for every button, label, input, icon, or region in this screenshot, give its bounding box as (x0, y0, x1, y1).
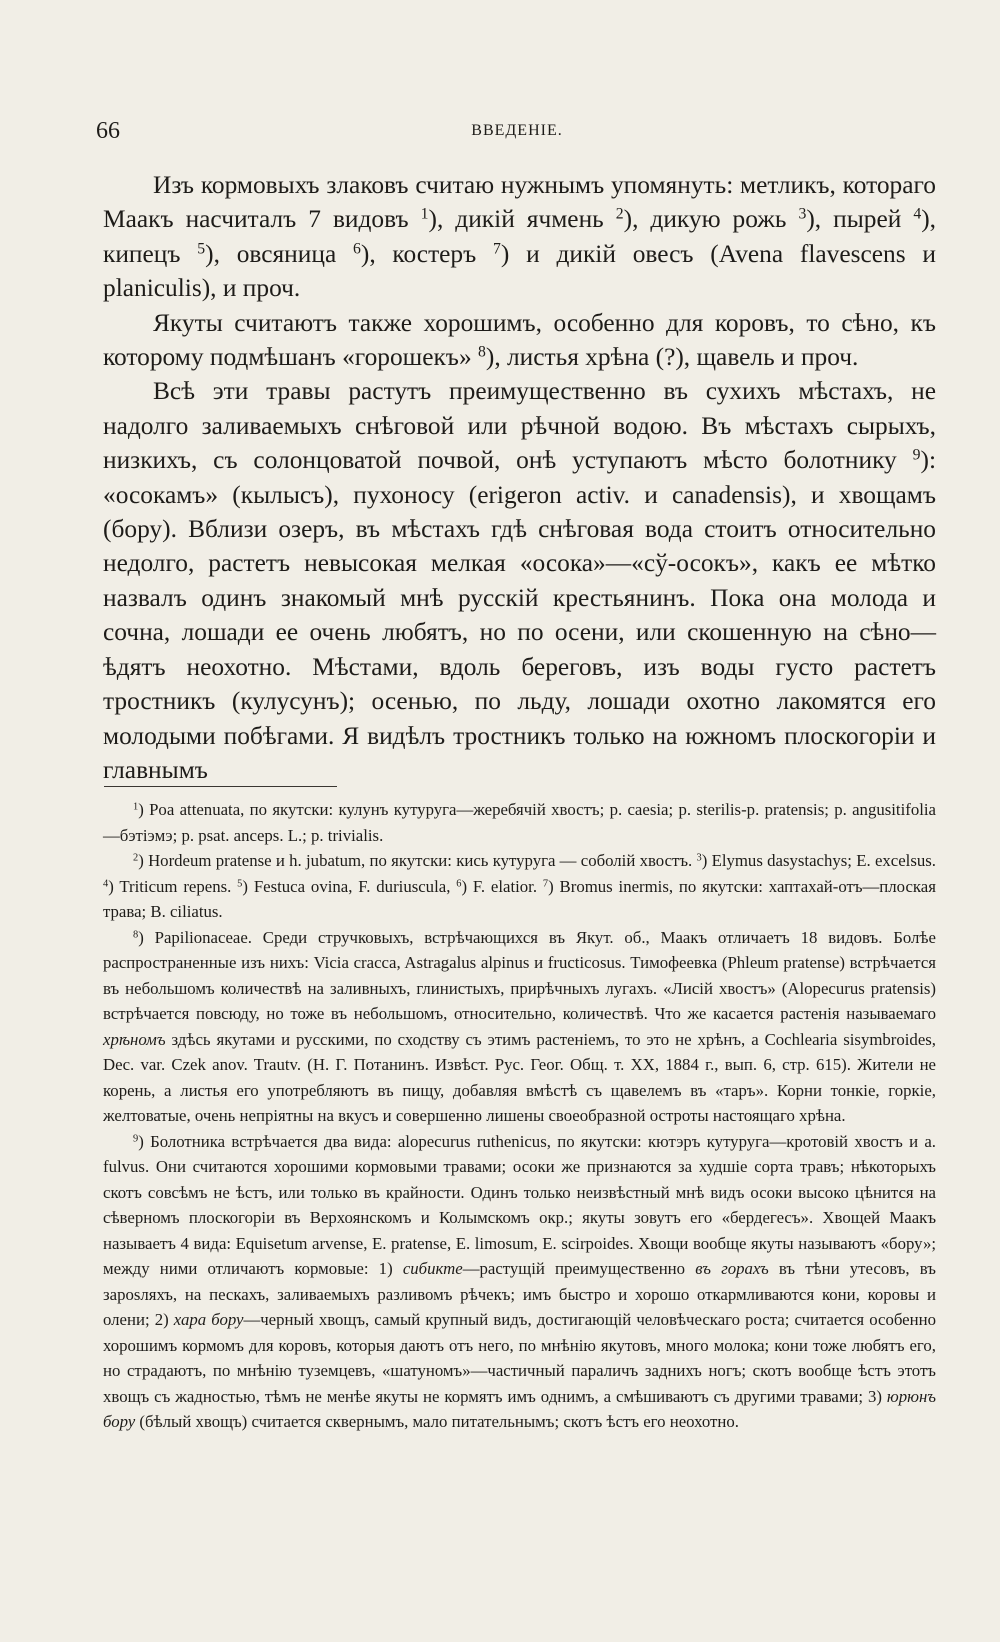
footnote-1: $^1$) Poa attenuata, по якутски: кулунъ кутуруга—жеребячій хвостъ; p. caesia; p. sterilis-p. pratensis; p. angusitifolia—бэтіэмэ; p. psat. anceps. L.; p. trivialis. (103, 800, 936, 845)
footnote-9: $^9$) Болотника встрѣчается два вида: alopecurus ruthenicus, по якутски: кютэръ кутуруга—кротовій хвостъ и a. fulvus. Они считаются хорошими кормовыми травами; осоки же признаются за худшіе сорта травъ; нѣкоторыхъ скотъ совсѣмъ не ѣстъ, или только въ крайности. Одинъ только неизвѣстный мнѣ видъ осоки высоко цѣнится на сѣверномъ плоскогоріи въ Верхоянскомъ и Колымскомъ окр.; якуты зовутъ его «бердегесъ». Хвощей Маакъ называетъ 4 вида: Equisetum arvense, E. pratense, E. limosum, E. scirpoides. Хвощи вообще якуты называютъ «бору»; между ними отличаютъ кормовые: 1) сибикте—растущій преимущественно въ горахъ въ тѣни утесовъ, въ зарosляхъ, на пескахъ, заливаемыхъ разливомъ рѣчекъ; имъ быстро и хорошо откармливаются кони, коровы и олени; 2) хара бору—черный хвощъ, самый крупный видъ, достигающій человѣческаго роста; считается особенно хорошимъ кормомъ для коровъ, которыя даютъ отъ него, по мнѣнію якутовъ, много молока; кони тоже любятъ его, но страдаютъ, по мнѣнію туземцевъ, «шатуномъ»—частичный параличъ заднихъ ногъ; скотъ вообще ѣстъ этотъ хвощъ съ жадностью, тѣмъ не менѣе якуты не кормятъ имъ однимъ, а смѣшиваютъ съ другими травами; 3) юрюнъ бору (бѣлый хвощъ) считается сквернымъ, мало питательнымъ; скотъ ѣстъ его неохотно. (103, 1131, 936, 1431)
footnote-ref: 4 (913, 205, 922, 223)
footnotes (103, 797, 936, 1435)
footnote-separator (104, 786, 337, 787)
footnote-ref: 3 (798, 205, 807, 223)
paragraph-2: Якуты считаютъ также хорошимъ, особенно для коровъ, то сѣно, къ которому подмѣшанъ «горошекъ» $^8$), листья хрѣна (?), щавель и проч. (103, 308, 936, 372)
footnote-2-7: $^2$) Hordeum pratense и h. jubatum, по якутски: кись кутуруга — соболій хвостъ. $^3$) Elymus dasystachys; E. excelsus. $^4$) Triticum repens. $^5$) Festuca ovina, F. duriuscula, $^6$) F. elatior. $^7$) Bromus inermis, по якутски: хаптахай-отъ—плоская трава; B. ciliatus. (103, 851, 936, 921)
running-title: ВВЕДЕНІЕ. (471, 122, 563, 139)
main-text (103, 168, 936, 787)
page-header (96, 118, 938, 154)
footnote-ref: 5 (197, 240, 206, 258)
footnote-ref: 9 (912, 446, 921, 464)
page-number: 66 (96, 118, 120, 144)
paragraph-3: Всѣ эти травы растутъ преимущественно въ сухихъ мѣстахъ, не надолго заливаемыхъ снѣговой или рѣчной водою. Въ мѣстахъ сырыхъ, низкихъ, съ солонцоватой почвой, онѣ уступаютъ мѣсто болотнику $^9$): «осокамъ» (кылысъ), пухоносу (erigeron activ. и canadensis), и хвощамъ (бору). Вблизи озеръ, въ мѣстахъ гдѣ снѣговая вода стоитъ относительно недолго, растетъ невысокая мелкая «осока»—«сў-осокъ», какъ ее мѣтко назвалъ одинъ знакомый мнѣ русскій крестьянинъ. Пока она молода и сочна, лошади ее очень любятъ, но по осени, или скошенную на сѣно—ѣдятъ неохотно. Мѣстами, вдоль береговъ, изъ воды густо растетъ тростникъ (кулусунъ); осенью, по льду, лошади охотно лакомятся его молодыми побѣгами. Я видѣлъ тростникъ только на южномъ плоскогоріи и главнымъ (103, 377, 936, 784)
footnote-ref: 8 (477, 343, 486, 361)
footnote-ref: 6 (352, 240, 361, 258)
footnote-ref: 1 (420, 205, 429, 223)
footnote-ref: 2 (615, 205, 624, 223)
paragraph-1: Изъ кормовыхъ злаковъ считаю нужнымъ упомянуть: метликъ, котораго Маакъ насчиталъ 7 видовъ $^1$), дикій ячмень $^2$), дикую рожь $^3$), пырей $^4$), кипецъ $^5$), овсяница $^6$), костеръ $^7$) и дикій овесъ (Avena flavescens и planiculis), и проч. (103, 171, 936, 303)
footnote-8: $^8$) Papilionaceae. Среди стручковыхъ, встрѣчающихся въ Якут. об., Маакъ отличаетъ 18 видовъ. Болѣе распространенные изъ нихъ: Vicia cracca, Astragalus alpinus и fructicosus. Тимофеевка (Phleum pratense) встрѣчается въ небольшомъ количествѣ на заливныхъ, глинистыхъ, прирѣчныхъ лугахъ. «Лисій хвостъ» (Alopecurus pratensis) встрѣчается повсюду, но тоже въ небольшомъ, относительно, количествѣ. Что же касается растенія называемаго хрѣномъ здѣсь якутами и русскими, по сходству съ этимъ растеніемъ, то это не хрѣнъ, а Cochlearia sisymbroides, Dec. var. Czek anov. Trautv. (Н. Г. Потанинъ. Извѣст. Рус. Геог. Общ. т. XX, 1884 г., вып. 6, стр. 615). Жители не корень, а листья его употребляютъ въ пищу, добавляя вмѣстѣ съ щавелемъ въ «таръ». Корни тонкіе, горкіе, желтоватые, очень непріятны на вкусъ и совершенно лишены своеобразной остроты настоящаго хрѣна. (103, 927, 936, 1125)
footnote-ref: 7 (493, 240, 501, 258)
